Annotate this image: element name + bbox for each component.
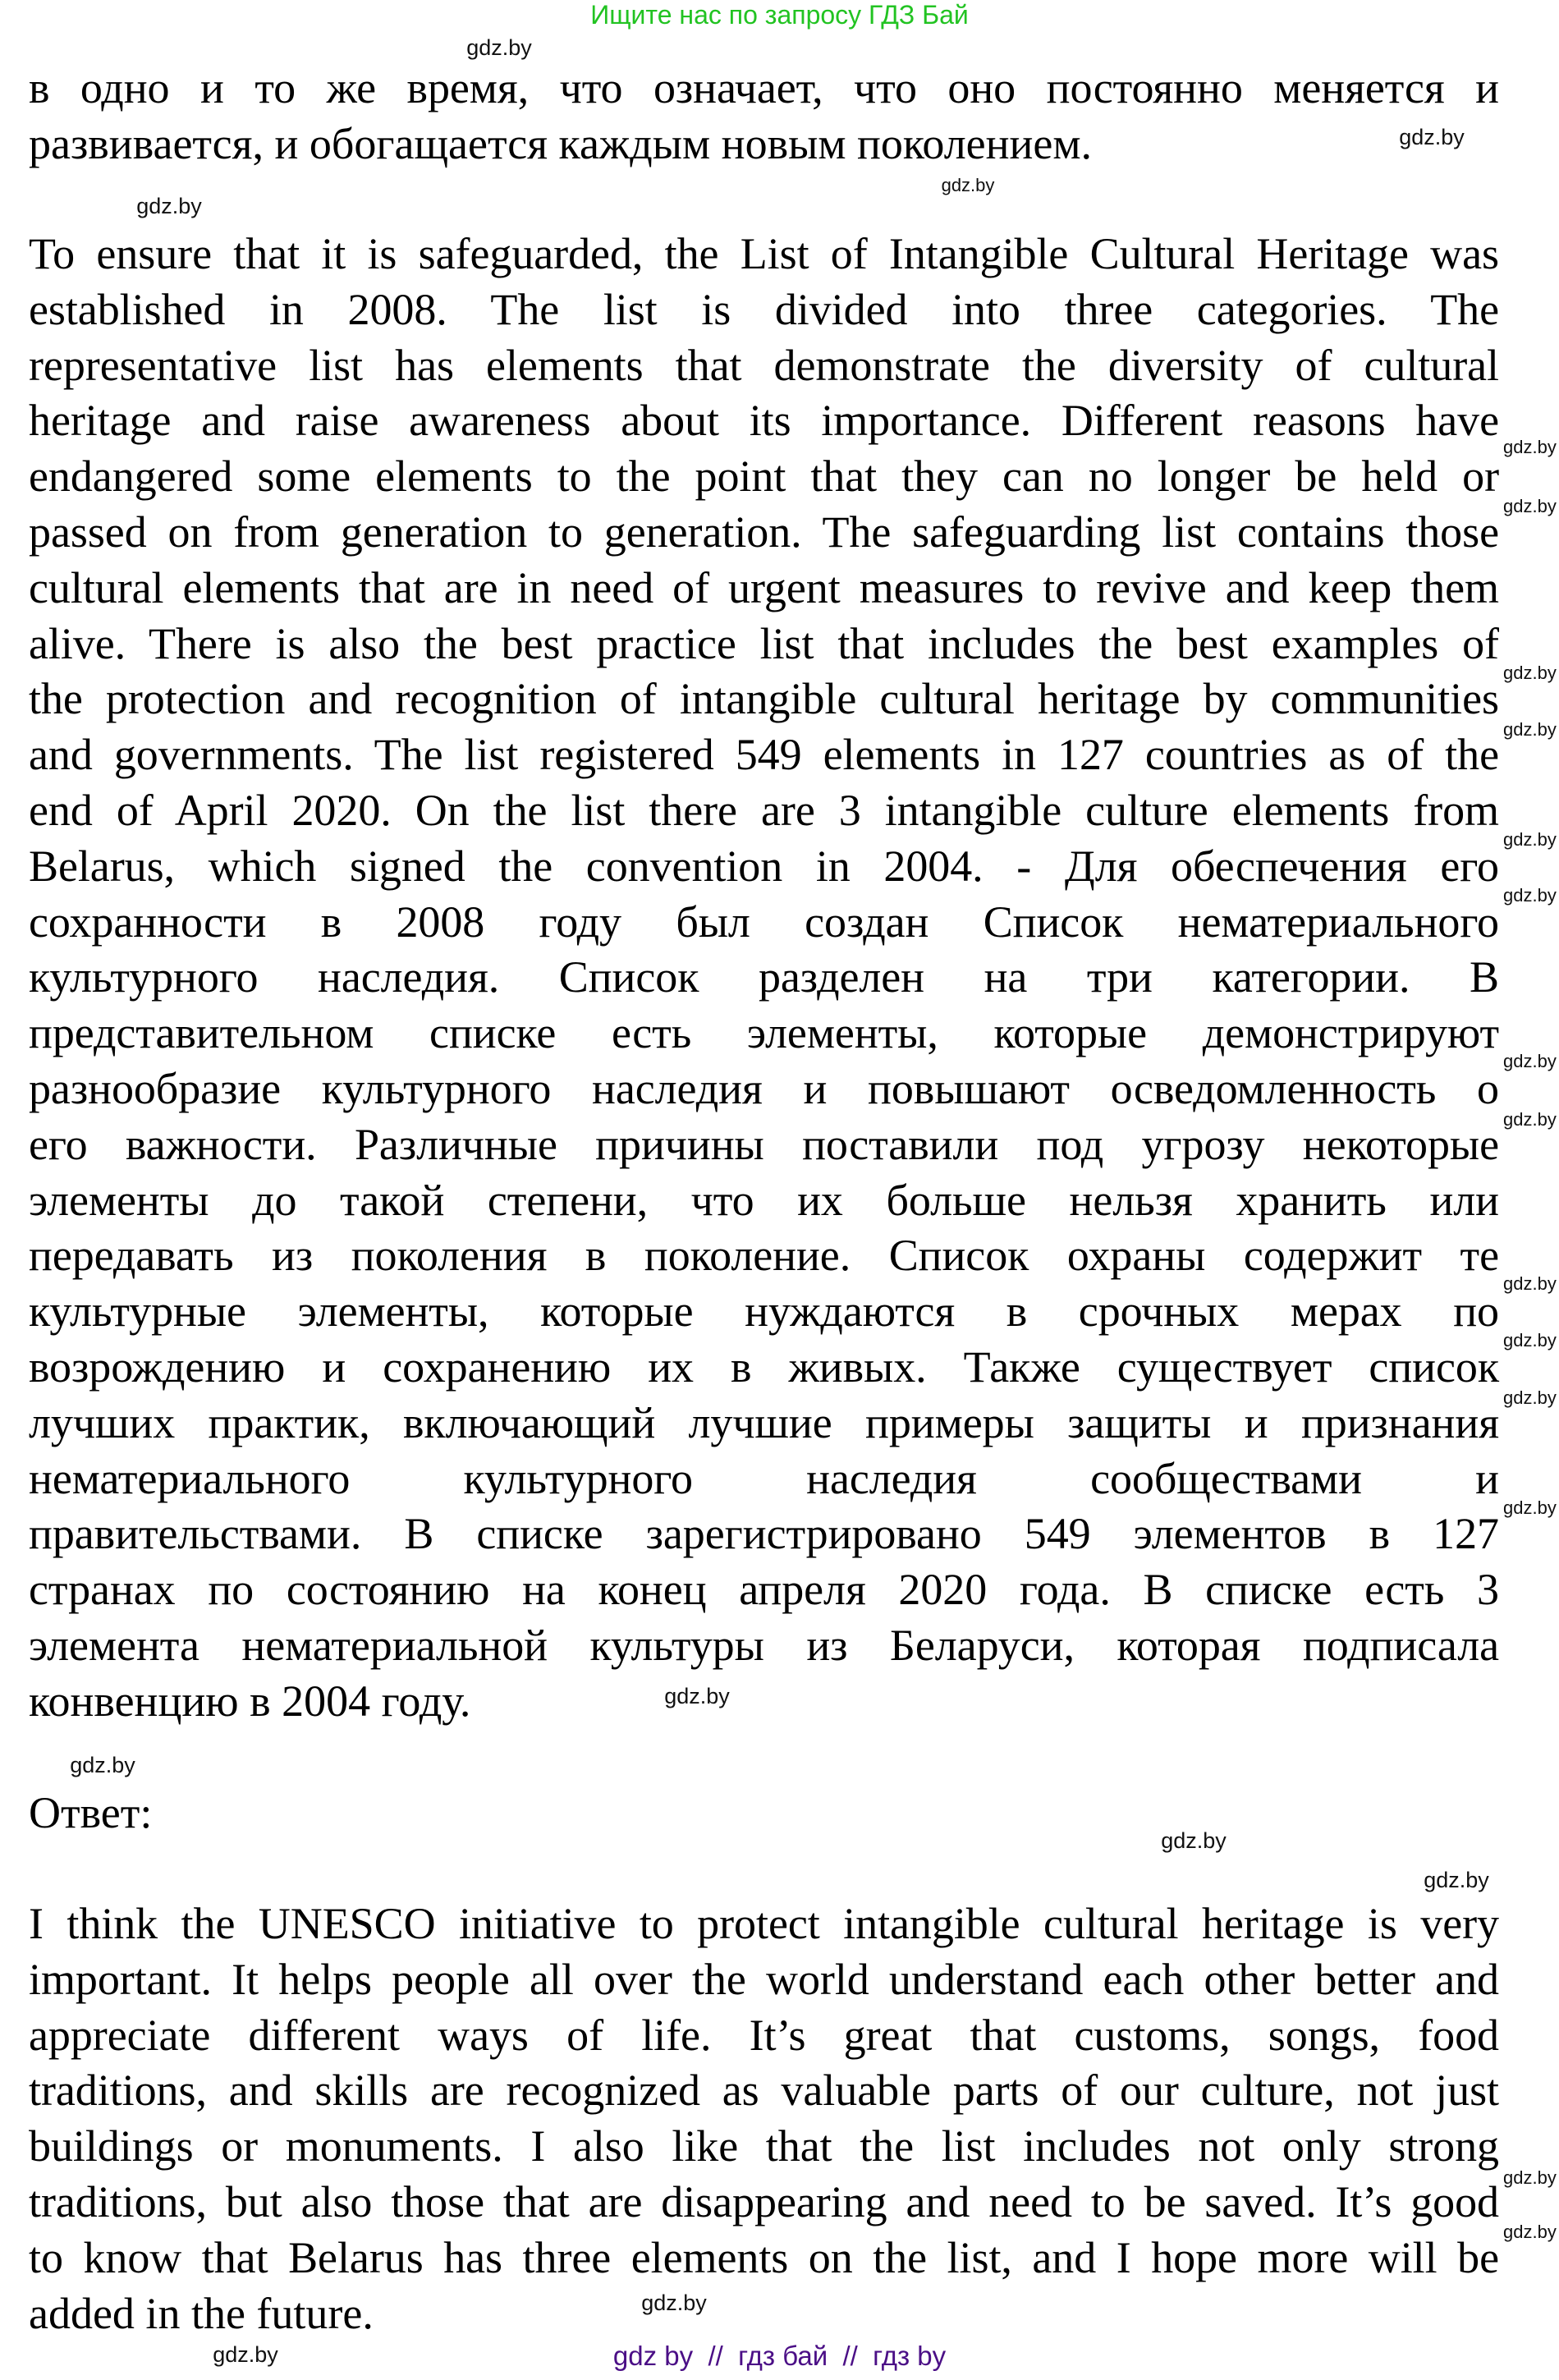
watermark: gdz.by [1503,1051,1557,1071]
watermark: gdz.by [1503,1497,1557,1518]
text-line: To ensure that it is safeguarded, the List of Intangible Cultural Heritage was [29,229,1499,278]
watermark: gdz.by [1503,496,1557,516]
text-line: возрождению и сохранению их в живых. Также существует список [29,1342,1499,1392]
search-banner[interactable]: Ищите нас по запросу ГДЗ Бай [590,0,969,30]
watermark: gdz.by [1503,1273,1557,1294]
text-line: развивается, и обогащается каждым новым поколением. [29,118,1093,168]
watermark: gdz.by [466,35,532,60]
text-line: лучших практик, включающий лучшие примеры защиты и признания [29,1397,1499,1447]
watermark: gdz.by [1503,1109,1557,1130]
text-line: передавать из поколения в поколение. Список охраны содержит те [29,1231,1499,1281]
watermark: gdz.by [941,175,995,195]
text-line: странах по состоянию на конец апреля 2020 года. В списке есть 3 [29,1565,1499,1615]
footer-links[interactable]: gdz by // гдз бай // гдз by [612,2341,947,2371]
text-line: представительном списке есть элементы, которые демонстрируют [29,1008,1499,1058]
watermark: gdz.by [1503,885,1557,906]
text-line: сохранности в 2008 году был создан Список нематериального [29,897,1499,947]
text-line: representative list has elements that demonstrate the diversity of cultural [29,340,1499,390]
text-line: I think the UNESCO initiative to protect intangible cultural heritage is very [29,1899,1499,1948]
text-line: traditions, and skills are recognized as valuable parts of our culture, not just [29,2066,1499,2116]
text-line: Ответ: [29,1788,153,1837]
watermark: gdz.by [1503,1387,1557,1408]
watermark: gdz.by [70,1753,135,1777]
text-line: культурные элементы, которые нуждаются в срочных мерах по [29,1286,1499,1337]
watermark: gdz.by [641,2291,707,2315]
watermark: gdz.by [1503,437,1557,457]
text-line: appreciate different ways of life. It’s great that customs, songs, food [29,2010,1499,2060]
watermark: gdz.by [1161,1828,1227,1853]
text-line: alive. There is also the best practice list that includes the best examples of [29,618,1499,668]
text-line: конвенцию в 2004 году. [29,1676,471,1726]
text-line: added in the future. [29,2288,374,2338]
text-line: разнообразие культурного наследия и повышают осведомленность о [29,1064,1499,1113]
text-line: endangered some elements to the point that they can no longer be held or [29,452,1499,502]
text-line: traditions, but also those that are disappearing and need to be saved. It’s good [29,2177,1499,2226]
watermark: gdz.by [664,1684,730,1708]
watermark: gdz.by [1424,1868,1489,1892]
text-line: established in 2008. The list is divided into three categories. The [29,284,1499,334]
watermark: gdz.by [136,194,202,218]
text-line: в одно и то же время, что означает, что оно постоянно меняется и [29,63,1499,112]
watermark: gdz.by [1503,2167,1557,2188]
text-line: элемента нематериальной культуры из Беларуси, которая подписала [29,1621,1499,1670]
text-line: элементы до такой степени, что их больше нельзя хранить или [29,1175,1499,1225]
text-line: to know that Belarus has three elements on the list, and I hope more will be [29,2232,1499,2282]
text-line: and governments. The list registered 549 elements in 127 countries as of the [29,730,1499,780]
text-line: heritage and raise awareness about its importance. Different reasons have [29,396,1499,446]
text-line: end of April 2020. On the list there are 3 intangible culture elements from [29,786,1499,835]
watermark: gdz.by [1399,125,1465,149]
text-line: the protection and recognition of intangible cultural heritage by communities [29,674,1499,724]
text-line: cultural elements that are in need of urgent measures to revive and keep them [29,562,1499,612]
text-line: его важности. Различные причины поставили под угрозу некоторые [29,1119,1499,1169]
watermark: gdz.by [1503,719,1557,740]
watermark: gdz.by [1503,663,1557,683]
watermark: gdz.by [1503,1330,1557,1351]
text-line: buildings or monuments. I also like that the list includes not only strong [29,2121,1499,2171]
watermark: gdz.by [213,2342,278,2367]
watermark: gdz.by [1503,829,1557,850]
text-line: important. It helps people all over the world understand each other better and [29,1954,1499,2004]
text-line: нематериального культурного наследия сообществами и [29,1453,1499,1503]
watermark: gdz.by [1503,2222,1557,2242]
text-line: культурного наследия. Список разделен на три категории. В [29,952,1499,1002]
text-line: Belarus, which signed the convention in 2004. - Для обеспечения его [29,841,1499,891]
text-line: правительствами. В списке зарегистрировано 549 элементов в 127 [29,1509,1499,1559]
text-line: passed on from generation to generation. The safeguarding list contains those [29,507,1499,557]
